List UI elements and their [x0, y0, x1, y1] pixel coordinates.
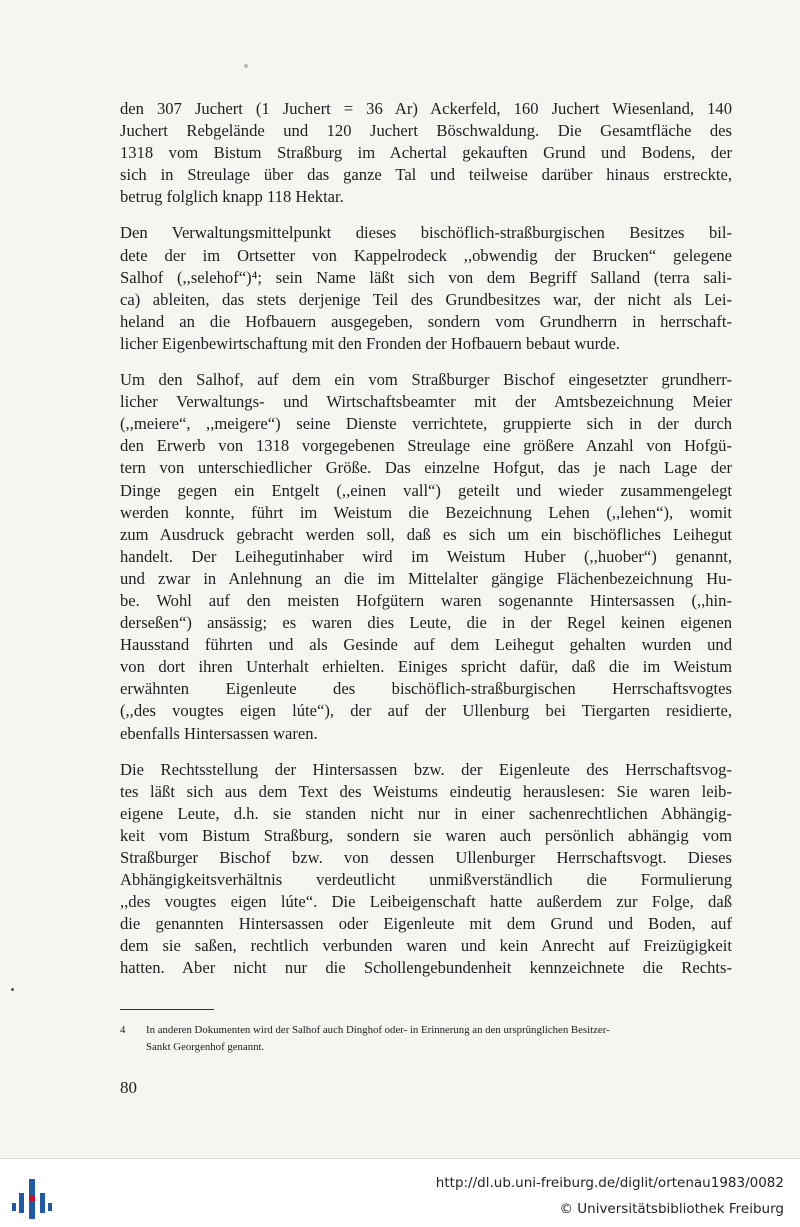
text-line: den 307 Juchert (1 Juchert = 36 Ar) Ackerfeld, 160 Juchert Wiesenland, 140	[120, 99, 732, 118]
scan-speck	[244, 64, 248, 68]
paragraph-4	[120, 759, 732, 980]
scan-speck	[11, 988, 14, 991]
footnote-line: In anderen Dokumenten wird der Salhof auch Dinghof oder- in Erinnerung an den ursprünglichen Besitzer-	[146, 1024, 610, 1036]
text-line: derseßen“) ansässig; es waren dies Leute, die in der Regel keinen eigenen	[120, 613, 732, 633]
text-line: be. Wohl auf den meisten Hofgütern waren sogenannte Hintersassen (,,hin-	[120, 590, 732, 610]
text-line: Salhof (,,selehof“)⁴; sein Name läßt sich von dem Begriff Salland (terra sali-	[120, 267, 732, 287]
body-text	[120, 98, 732, 994]
source-url-link[interactable]: http://dl.ub.uni-freiburg.de/diglit/ortenau1983/0082	[435, 1175, 784, 1191]
text-line: werden konnte, führt im Weistum die Bezeichnung Lehen (,,lehen“), womit	[120, 502, 732, 522]
text-line: Um den Salhof, auf dem ein vom Straßburger Bischof eingesetzter grundherr-	[120, 370, 732, 390]
text-line: ,,des vougtes eigen lúte“. Die Leibeigenschaft hatte außerdem zur Folge, daß	[120, 892, 732, 912]
ub-freiburg-logo-icon[interactable]	[12, 1179, 52, 1219]
text-line: licher Eigenbewirtschaftung mit den Fronden der Hofbauern bebaut wurde.	[120, 333, 620, 353]
footnote-divider	[120, 1009, 214, 1010]
paragraph-3	[120, 369, 732, 745]
viewer-footer	[0, 1158, 800, 1227]
footnote-number: 4	[120, 1024, 126, 1036]
footnote	[120, 1022, 732, 1056]
text-line: eigene Leute, d.h. sie standen nicht nur in einer sachenrechtlichen Abhängig-	[120, 803, 732, 823]
text-line: den Erwerb von 1318 vorgegebenen Streulage eine größere Anzahl von Hofgü-	[120, 436, 732, 456]
text-line: Juchert Rebgelände und 120 Juchert Böschwaldung. Die Gesamtfläche des	[120, 121, 732, 141]
text-line: Abhängigkeitsverhältnis verdeutlicht unmißverständlich die Formulierung	[120, 870, 732, 890]
text-line: betrug folglich knapp 118 Hektar.	[120, 187, 344, 207]
text-line: keit vom Bistum Straßburg, sondern sie waren auch persönlich abhängig vom	[120, 825, 732, 845]
paragraph-1	[120, 98, 732, 208]
text-line: Den Verwaltungsmittelpunkt dieses bischöflich-straßburgischen Besitzes bil-	[120, 223, 732, 243]
text-line: dem sie saßen, rechtlich verbunden waren und kein Anrecht auf Freizügigkeit	[120, 936, 732, 956]
text-line: heland an die Hofbauern ausgegeben, sondern vom Grundherrn in herrschaft-	[120, 311, 732, 331]
text-line: Straßburger Bischof bzw. von dessen Ullenburger Herrschaftsvogt. Dieses	[120, 848, 732, 867]
text-line: tes läßt sich aus dem Text des Weistums eindeutig herauslesen: Sie waren leib-	[120, 781, 732, 801]
footnote-line: Sankt Georgenhof genannt.	[146, 1041, 265, 1053]
text-line: Die Rechtsstellung der Hintersassen bzw. der Eigenleute des Herrschaftsvog-	[120, 759, 732, 779]
text-line: (,,meiere“, ,,meigere“) seine Dienste verrichtete, gruppierte sich in der durch	[120, 414, 732, 434]
text-line: zum Ausdruck gebracht werden soll, daß es sich um ein bischöfliches Leihegut	[120, 524, 732, 544]
text-line: sich in Streulage über das ganze Tal und teilweise darüber hinaus erstreckte,	[120, 165, 732, 185]
text-line: ebenfalls Hintersassen waren.	[120, 723, 318, 743]
text-line: dete der im Ortsetter von Kappelrodeck ,,obwendig der Brucken“ gelegene	[120, 245, 732, 265]
text-line: handelt. Der Leihegutinhaber wird im Weistum Huber (,,huober“) genannt,	[120, 546, 732, 566]
paragraph-2	[120, 222, 732, 355]
text-line: 1318 vom Bistum Straßburg im Achertal gekauften Grund und Bodens, der	[120, 143, 732, 163]
text-line: (,,des vougtes eigen lúte“), der auf der Ullenburg bei Tiergarten residierte,	[120, 701, 732, 721]
text-line: erwähnten Eigenleute des bischöflich-straßburgischen Herrschaftsvogtes	[120, 679, 732, 699]
text-line: die genannten Hintersassen oder Eigenleute mit dem Grund und Boden, auf	[120, 914, 732, 934]
page-number: 80	[120, 1078, 137, 1097]
text-line: ca) ableiten, das stets derjenige Teil des Grundbesitzes war, der nicht als Lei-	[120, 289, 732, 309]
text-line: Hausstand führten und als Gesinde auf dem Leihegut gehalten wurden und	[120, 635, 732, 655]
text-line: und zwar in Anlehnung an die im Mittelalter gängige Flächenbezeichnung Hu-	[120, 568, 732, 588]
text-line: Dinge gegen ein Entgelt (,,einen vall“) geteilt und wieder zusammengelegt	[120, 480, 732, 500]
text-line: von dort ihren Unterhalt erhielten. Einiges spricht dafür, daß die im Weistum	[120, 657, 732, 677]
copyright-text: © Universitätsbibliothek Freiburg	[559, 1201, 784, 1217]
text-line: tern von unterschiedlicher Größe. Das einzelne Hofgut, das je nach Lage der	[120, 458, 732, 478]
text-line: hatten. Aber nicht nur die Schollengebundenheit kennzeichnete die Rechts-	[120, 958, 732, 978]
text-line: licher Verwaltungs- und Wirtschaftsbeamter mit der Amtsbezeichnung Meier	[120, 392, 732, 412]
